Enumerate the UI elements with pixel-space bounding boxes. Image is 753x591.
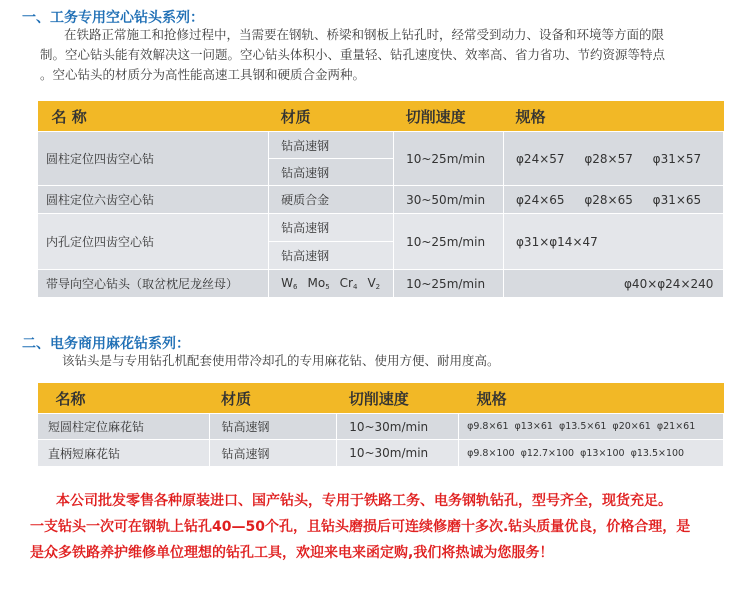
spec-cell: φ9.8×100 φ12.7×100 φ13×100 φ13.5×100	[459, 440, 724, 467]
speed-cell: 30~50m/min	[394, 186, 504, 214]
spec-cell: φ31×φ14×47	[504, 214, 724, 270]
section1-heading: 一、工务专用空心钻头系列：	[22, 10, 204, 26]
product-name: 直柄短麻花钻	[38, 440, 210, 467]
section2-intro: 该钻头是与专用钻孔机配套使用带冷却孔的专用麻花钻、使用方便、耐用度高。	[62, 353, 500, 368]
table-row	[38, 132, 724, 159]
table-row	[38, 440, 724, 467]
spec-cell: φ9.8×61 φ13×61 φ13.5×61 φ20×61 φ21×61	[459, 414, 724, 440]
product-name: 短圆柱定位麻花钻	[38, 414, 210, 440]
speed-cell: 10~30m/min	[337, 414, 459, 440]
spec-cell: φ40×φ24×240	[504, 270, 724, 298]
col-header-name: 名称	[38, 383, 210, 414]
twist-drill-table	[37, 383, 724, 467]
alloy-w: $W_6$	[281, 276, 298, 291]
speed-cell: 10~25m/min	[394, 132, 504, 186]
table-row	[38, 214, 724, 242]
company-notice	[30, 488, 690, 566]
table-row	[38, 186, 724, 214]
product-name: 圆柱定位六齿空心钻	[38, 186, 269, 214]
material-cell: 钻高速钢	[269, 132, 394, 159]
material-cell	[269, 270, 394, 298]
spec-cell: φ24×65 φ28×65 φ31×65	[504, 186, 724, 214]
alloy-v: $V_2$	[367, 276, 381, 291]
material-cell: 钻高速钢	[209, 414, 337, 440]
notice-line: 本公司批发零售各种原装进口、国产钻头，专用于铁路工务、电务钢轨钻孔，型号齐全，现货充足。	[56, 493, 672, 509]
table-header-row	[38, 383, 724, 414]
section2-heading: 二、电务商用麻花钻系列：	[22, 336, 190, 352]
col-header-spec: 规格	[459, 383, 724, 414]
product-name: 圆柱定位四齿空心钻	[38, 132, 269, 186]
spec-cell: φ24×57 φ28×57 φ31×57	[504, 132, 724, 186]
col-header-name: 名 称	[38, 101, 269, 132]
alloy-cr: $Cr_4$	[339, 276, 358, 291]
col-header-speed: 切削速度	[394, 101, 504, 132]
product-name: 带导向空心钻头（取岔枕尼龙丝母）	[38, 270, 269, 298]
notice-line: 是众多铁路养护维修单位理想的钻孔工具，欢迎来电来函定购,我们将热诚为您服务！	[30, 545, 554, 561]
speed-cell: 10~30m/min	[337, 440, 459, 467]
intro-line: 制。空心钻头能有效解决这一问题。空心钻头体积小、重量轻、钻孔速度快、效率高、省力省功、节约资源等特点	[40, 47, 666, 62]
table-row	[38, 414, 724, 440]
alloy-composition	[281, 276, 393, 291]
material-cell: 硬质合金	[269, 186, 394, 214]
material-cell: 钻高速钢	[209, 440, 337, 467]
speed-cell: 10~25m/min	[394, 270, 504, 298]
material-cell: 钻高速钢	[269, 214, 394, 242]
col-header-spec: 规格	[504, 101, 724, 132]
product-name: 内孔定位四齿空心钻	[38, 214, 269, 270]
col-header-material: 材质	[209, 383, 337, 414]
intro-line: 在铁路正常施工和抢修过程中，当需要在钢轨、桥梁和钢板上钻孔时，经常受到动力、设备和环境等方面的限	[64, 27, 665, 42]
hollow-drill-table	[37, 101, 724, 298]
col-header-material: 材质	[269, 101, 394, 132]
intro-line: 。空心钻头的材质分为高性能高速工具钢和硬质合金两种。	[40, 67, 366, 82]
notice-line: 一支钻头一次可在钢轨上钻孔40—50个孔，且钻头磨损后可连续修磨十多次.钻头质量优良，价格合理，是	[30, 519, 691, 535]
material-cell: 钻高速钢	[269, 242, 394, 270]
material-cell: 钻高速钢	[269, 159, 394, 186]
table-header-row	[38, 101, 724, 132]
speed-cell: 10~25m/min	[394, 214, 504, 270]
section1-intro	[40, 25, 665, 85]
table-row	[38, 270, 724, 298]
col-header-speed: 切削速度	[337, 383, 459, 414]
alloy-mo: $Mo_5$	[307, 276, 330, 291]
